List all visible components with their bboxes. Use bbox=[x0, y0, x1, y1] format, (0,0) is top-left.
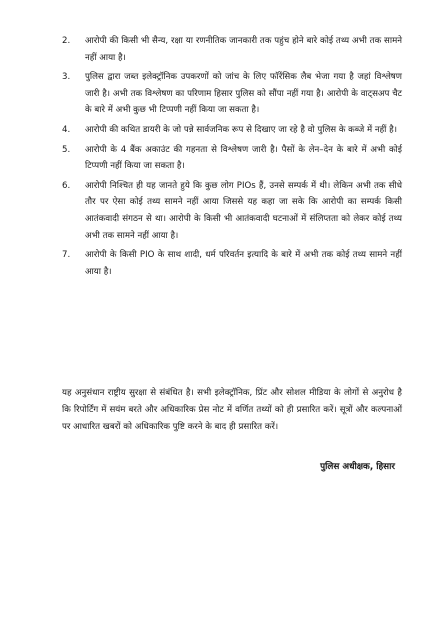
list-item bbox=[62, 69, 402, 119]
list-item-number: 5. bbox=[62, 144, 71, 155]
list-item-text: आरोपी के किसी PIO के साथ शादी, धर्म परिवर्तन इत्यादि के बारे में अभी तक कोई तथ्य सामने नहीं आया है। bbox=[85, 250, 402, 277]
list-item-text: आरोपी की कथित डायरी के जो पन्ने सार्वजनिक रूप से दिखाए जा रहे है वो पुलिस के कब्जे में नहीं है। bbox=[85, 124, 397, 135]
list-item bbox=[62, 247, 402, 280]
list-item bbox=[62, 33, 402, 66]
list-item-number: 6. bbox=[62, 180, 71, 191]
list-item-number: 7. bbox=[62, 250, 71, 261]
list-item-text: पुलिस द्वारा जब्त इलेक्ट्रॉनिक उपकरणों को जांच के लिए फॉरेंसिक लैब भेजा गया है जहां विश्लेषण जारी है। अभी तक विश्लेषण का परिणाम हिसार पुलिस को सौंपा नहीं गया है। आरोपी के वाट्सअप चैट के बारे में अभी कुछ भी टिप्पणी नहीं किया जा सकता है। bbox=[85, 72, 402, 116]
closing-note: यह अनुसंधान राष्ट्रीय सुरक्षा से संबंधित है। सभी इलेक्ट्रॉनिक, प्रिंट और सोशल मीडिया के लोगों से अनुरोध है कि रिपोर्टिंग में सयंम बरते और अधिकारिक प्रेस नोट में वर्णित तथ्यों को ही प्रसारित करें। सूत्रों और कल्पनाओं पर आधारित खबरों को अधिकारिक पुष्टि करने के बाद ही प्रसारित करें। bbox=[62, 388, 402, 433]
list-item-text: आरोपी की किसी भी सैन्य, रक्षा या रणनीतिक जानकारी तक पहुंच होने बारे कोई तथ्य अभी तक सामने नहीं आया है। bbox=[85, 36, 402, 63]
list-item-number: 2. bbox=[62, 36, 71, 46]
list-item bbox=[62, 122, 402, 139]
list-item bbox=[62, 178, 402, 244]
numbered-list bbox=[62, 33, 402, 283]
signature-line: पुलिस अधीक्षक, हिसार bbox=[320, 462, 395, 472]
list-item bbox=[62, 142, 402, 175]
list-item-text: आरोपी निश्चित ही यह जानते हुये कि कुछ लोग PIOs हैं, उनसे सम्पर्क में थी। लेकिन अभी तक सीधे तौर पर ऐसा कोई तथ्य सामने नहीं आया जिससे यह कहा जा सके कि आरोपी का सम्पर्क किसी आतंकवादी संगठन से था। आरोपी के किसी भी आतंकवादी घटनाओं में संलिप्तता को लेकर कोई तथ्य अभी तक सामने नहीं आया है। bbox=[85, 180, 402, 241]
list-item-number: 4. bbox=[62, 124, 71, 135]
list-item-number: 3. bbox=[62, 72, 71, 83]
list-item-text: आरोपी के 4 बैंक अकाउंट की गहनता से विश्लेषण जारी है। पैसों के लेन–देन के बारे में अभी कोई टिप्पणी नहीं किया जा सकता है। bbox=[85, 144, 402, 172]
